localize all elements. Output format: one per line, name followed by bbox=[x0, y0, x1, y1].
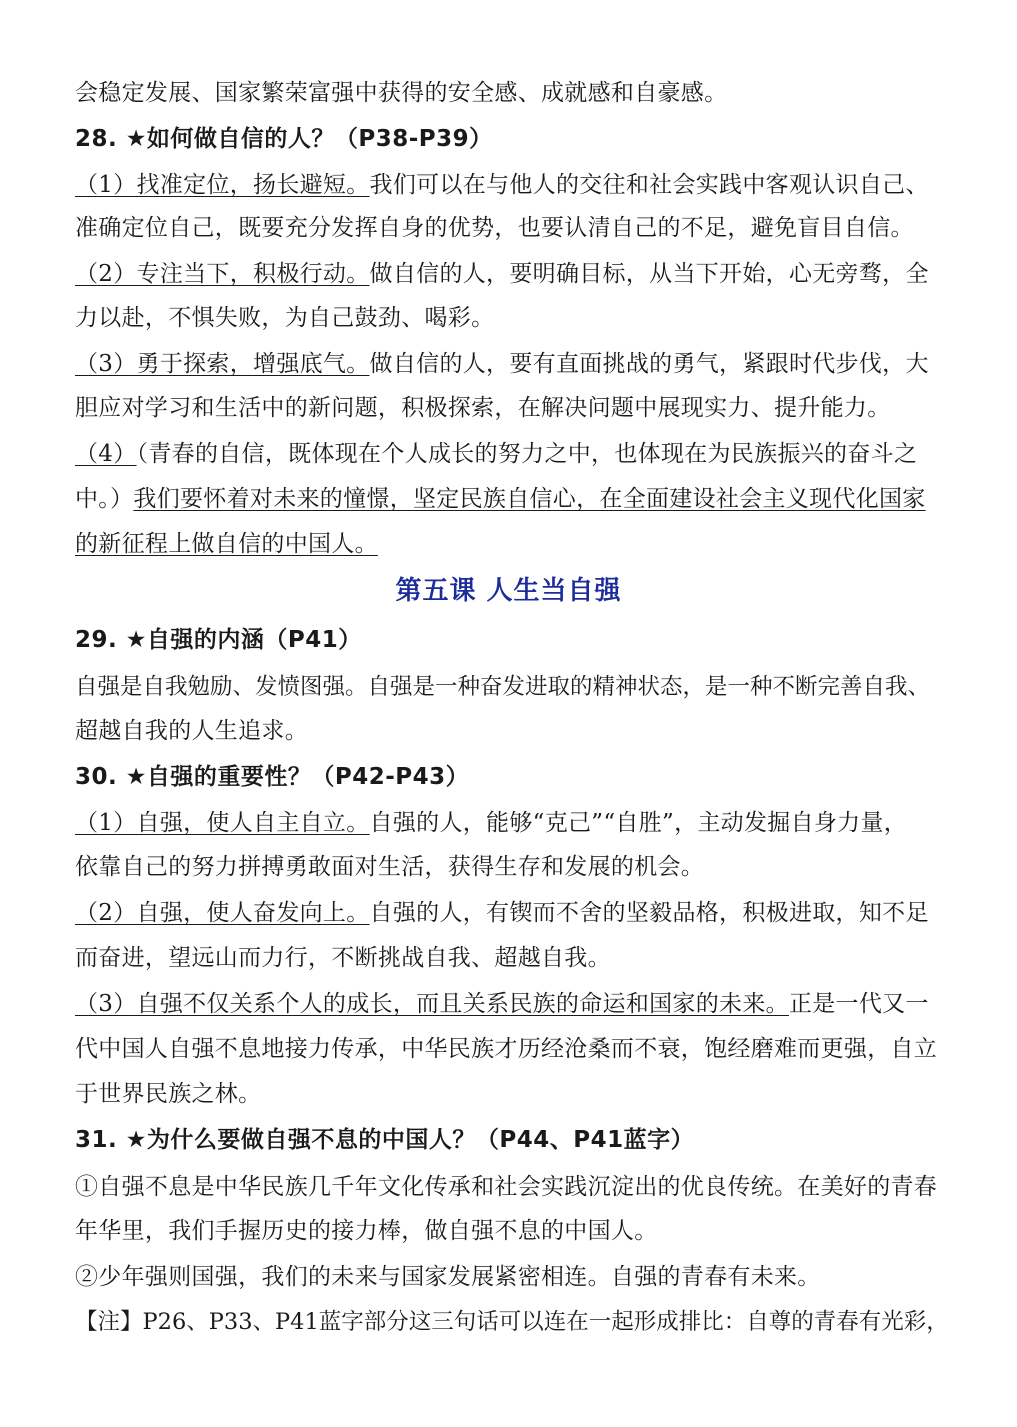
text-line: 力以赴，不惧失败，为自己鼓劲、喝彩。 bbox=[75, 305, 495, 331]
text-line: ②少年强则国强，我们的未来与国家发展紧密相连。自强的青春有未来。 bbox=[75, 1264, 821, 1290]
text-line: ①自强不息是中华民族几千年文化传承和社会实践沉淀出的优良传统。在美好的青春 bbox=[75, 1174, 938, 1200]
key-point: （3）勇于探索，增强底气。 bbox=[75, 351, 370, 377]
text-line bbox=[75, 898, 929, 928]
key-point: （1）找准定位，扬长避短。 bbox=[75, 172, 370, 198]
key-point: （4） bbox=[75, 441, 137, 467]
key-point: （1）自强，使人自主自立。 bbox=[75, 810, 370, 836]
text-line: 自强是自我勉励、发愤图强。自强是一种奋发进取的精神状态，是一种不断完善自我、 bbox=[75, 674, 931, 700]
text-line bbox=[75, 170, 929, 200]
key-point: 的新征程上做自信的中国人。 bbox=[75, 531, 378, 557]
text-line bbox=[75, 808, 907, 838]
note-line: 【注】P26、P33、P41蓝字部分这三句话可以连在一起形成排比：自尊的青春有光彩， bbox=[75, 1309, 949, 1335]
text-line: 依靠自己的努力拼搏勇敢面对生活，获得生存和发展的机会。 bbox=[75, 854, 705, 880]
text-line bbox=[75, 349, 929, 379]
explanation: 正是一代又一 bbox=[788, 991, 929, 1017]
explanation: 做自信的人，要有直面挑战的勇气，紧跟时代步伐，大 bbox=[369, 351, 929, 377]
text-line bbox=[75, 529, 378, 559]
explanation: 做自信的人，要明确目标，从当下开始，心无旁骛，全 bbox=[369, 261, 929, 287]
text-line: 于世界民族之林。 bbox=[75, 1081, 262, 1107]
question-29-heading: 29. ★自强的内涵（P41） bbox=[75, 627, 362, 653]
explanation: 我们可以在与他人的交往和社会实践中客观认识自己、 bbox=[369, 172, 929, 198]
explanation: 自强的人，能够“克己”“自胜”，主动发掘自身力量， bbox=[369, 810, 908, 836]
text-line: 胆应对学习和生活中的新问题，积极探索，在解决问题中展现实力、提升能力。 bbox=[75, 395, 891, 421]
key-point: （3）自强不仅关系个人的成长，而且关系民族的命运和国家的未来。 bbox=[75, 991, 789, 1017]
question-31-heading: 31. ★为什么要做自强不息的中国人？（P44、P41蓝字） bbox=[75, 1127, 695, 1153]
text-line: 会稳定发展、国家繁荣富强中获得的安全感、成就感和自豪感。 bbox=[75, 80, 728, 106]
text-line bbox=[75, 484, 926, 514]
text-line: 年华里，我们手握历史的接力棒，做自强不息的中国人。 bbox=[75, 1218, 658, 1244]
question-28-heading: 28. ★如何做自信的人？（P38-P39） bbox=[75, 126, 493, 152]
text-line: 超越自我的人生追求。 bbox=[75, 718, 308, 744]
explanation: 自强的人，有锲而不舍的坚毅品格，积极进取，知不足 bbox=[369, 900, 929, 926]
explanation: （青春的自信，既体现在个人成长的努力之中，也体现在为民族振兴的奋斗之 bbox=[136, 441, 918, 467]
key-point: 我们要怀着对未来的憧憬，坚定民族自信心，在全面建设社会主义现代化国家 bbox=[133, 486, 926, 512]
key-point: （2）专注当下，积极行动。 bbox=[75, 261, 370, 287]
text-line bbox=[75, 259, 929, 289]
text-line bbox=[75, 989, 929, 1019]
lesson-title: 第五课 人生当自强 bbox=[395, 576, 622, 606]
question-30-heading: 30. ★自强的重要性？（P42-P43） bbox=[75, 764, 470, 790]
text-line: 而奋进，望远山而力行，不断挑战自我、超越自我。 bbox=[75, 945, 611, 971]
text-line: 准确定位自己，既要充分发挥自身的优势，也要认清自己的不足，避免盲目自信。 bbox=[75, 215, 914, 241]
explanation: 中。） bbox=[75, 486, 134, 512]
key-point: （2）自强，使人奋发向上。 bbox=[75, 900, 370, 926]
text-line bbox=[75, 439, 917, 469]
text-line: 代中国人自强不息地接力传承，中华民族才历经沧桑而不衰，饱经磨难而更强，自立 bbox=[75, 1036, 938, 1062]
